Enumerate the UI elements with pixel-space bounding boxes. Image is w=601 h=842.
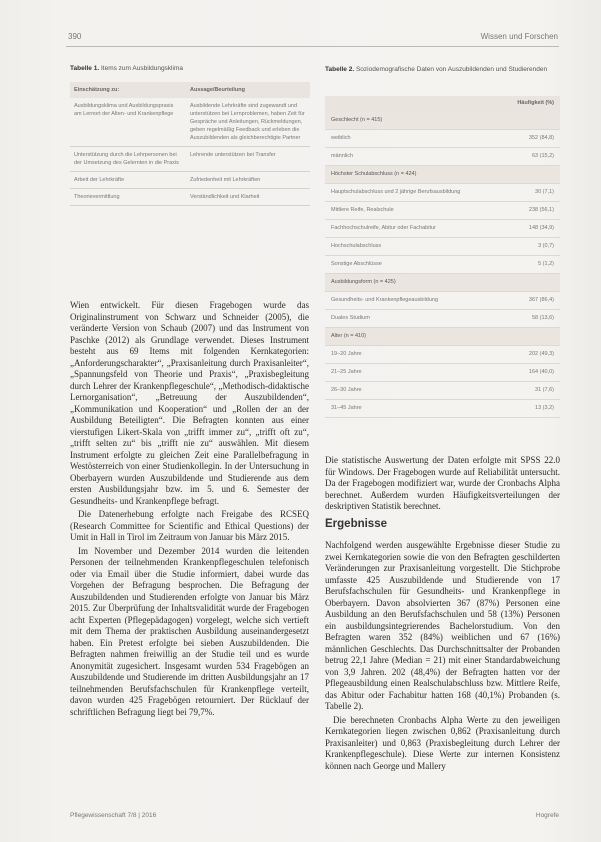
table-cell-value: 13 (3,2) [535, 405, 554, 411]
table-row [325, 256, 560, 274]
table-row [325, 382, 560, 400]
table1-caption-label: Tabelle 1. [70, 65, 100, 72]
table-cell: Unterstützung durch die Lehrpersonen bei der Umsetzung des Gelernten in die Praxis [74, 152, 179, 166]
section-heading: Ergebnisse [325, 518, 387, 530]
page-number: 390 [68, 32, 82, 41]
table-row [325, 400, 560, 418]
table-cell-value: 164 (40,0) [528, 369, 554, 375]
table-group-row [325, 112, 560, 130]
table-row [325, 346, 560, 364]
table-cell-label: 31–45 Jahre [331, 405, 362, 411]
paragraph: Die Datenerhebung erfolgte nach Freigabe des RCSEQ (Research Committee for Scientific and Ethical Questions) der Umit in Hall in Tirol im Zeitraum von Januar bis März 2015. [70, 509, 309, 542]
left-column-text [70, 300, 309, 718]
table-cell-value: 30 (7,1) [535, 189, 554, 195]
table-row [70, 189, 310, 206]
paragraph: Die berechneten Cronbachs Alpha Werte zu den jeweiligen Kernkategorien liegen zwischen 0,862 (Praxisanleitung durch Praxisanleiter) und 0,863 (Praxisbegleitung durch Lehrer der Krankenpflegeschule). Diese Werte zur internen Konsistenz können nach George und Mallery [325, 714, 560, 771]
table-cell-label: männlich [331, 153, 354, 159]
table-row [325, 238, 560, 256]
table-cell: Arbeit der Lehrkräfte [74, 177, 125, 183]
table-cell-label: Gesundheits- und Krankenpflegeausbildung [331, 297, 439, 303]
table-row [325, 310, 560, 328]
table-cell-value: 58 (13,6) [531, 315, 554, 321]
table-cell-value: 367 (86,4) [528, 297, 554, 303]
table-cell-value [504, 274, 554, 291]
table2-caption-text: Soziodemografische Daten von Auszubildenden und Studierenden [355, 66, 548, 73]
paragraph: Im November und Dezember 2014 wurden die leitenden Personen der teilnehmenden Krankenpflegeschulen telefonisch oder via Email über die Studie informiert, dabei wurde das Vorgehen der Befragung besprochen. Die Befragung der Auszubildenden und Studierenden erfolgte von Januar bis März 2015. Zur Überprüfung der Inhaltsvalidität wurde der Fragebogen acht Experten (Pflegepädagogen) vorgelegt, welche sich vertieft mit dem Thema der praktischen Ausbildung auseinandergesetzt haben. Ein Pretest erfolgte bei sieben Auszubildenden. Die Befragten nahmen freiwillig an der Studie teil und es wurde Anonymität zugesichert. Insgesamt wurden 534 Fragebögen an Auszubildende und Studierende im dritten Ausbildungsjahr an 17 teilnehmenden Berufsfachschulen für Krankenpflege verteilt, davon wurden 425 Fragebögen retourniert. Der Rücklauf der schriftlichen Befragung liegt bei 79,7%. [70, 545, 309, 717]
table-row [70, 172, 310, 189]
table-row [325, 130, 560, 148]
paragraph: Wien entwickelt. Für diesen Fragebogen wurde das Originalinstrument von Schwarz und Schneider (2005), die veränderte Version von Schaub (2007) und das Instrument von Paschke (2012) als Grundlage verwendet. Dieses Instrument besteht aus 69 Items mit folgenden Kernkategorien: „Anforderungscharakter“, „Praxisanleitung durch Praxisanleiter“, „Spannungsfeld von Theorie und Praxis“, „Praxisbegleitung durch Lehrer der Krankenpflegeschule“, „Methodisch-didaktische Lernorganisation“, „Betreuung der Auszubildenden“, „Kommunikation und Kooperation“ und „Rollen der an der Ausbildung Beteiligten“. Die Befragten konnten aus einer vierstufigen Likert-Skala von „trifft immer zu“, „trifft oft zu“, „trifft selten zu“ bis „trifft nie zu“ auswählen. Mit diesem Instrument erfolgte zu gleichen Zeit eine Parallelbefragung in Westösterreich von einer Studienkollegin. In der Untersuchung in Oberbayern wurden Auszubildende und Studierende aus dem ersten Ausbildungsjahr bzw. im 5. und 6. Semester der Gesundheits- und Krankenpflege befragt. [70, 300, 309, 506]
table1-col1-header: Einschätzung zu: [74, 87, 120, 93]
table-row [325, 202, 560, 220]
table-cell-value: 31 (7,6) [535, 387, 554, 393]
table-cell: Verständlichkeit und Klarheit [190, 194, 260, 200]
table-cell-label: 19–20 Jahre [331, 351, 362, 357]
table2-value-header: Häufigkeit (%) [325, 96, 560, 112]
table-cell-label: Mittlere Reife, Realschule [331, 207, 394, 213]
table2 [325, 96, 560, 418]
table-cell-label: weiblich [331, 135, 351, 141]
table-cell-value: 3 (0,7) [538, 243, 554, 249]
table-cell-value [504, 112, 554, 129]
table-row [325, 292, 560, 310]
table-row [70, 147, 310, 172]
footer-publisher: Hogrefe [535, 812, 559, 819]
paragraph: Nachfolgend werden ausgewählte Ergebnisse dieser Studie zu zwei Kernkategorien sowie die von den Befragten geschilderten Veränderungen zur Praxisanleitung vorgestellt. Die Stichprobe umfasste 425 Auszubildende und Studierende von 17 Berufsfachschulen für Gesundheits- und Krankenpflege in Oberbayern. Davon absolvierten 367 (87%) Personen eine Ausbildung an den Berufsfachschulen und 58 (13%) Personen ein ausbildungsintegrierendes Bachelorstudium. Von den Befragten waren 352 (84%) weiblichen und 67 (16%) männlichen Geschlechts. Das Durchschnittsalter der Probanden betrug 22,1 Jahre (Median = 21) mit einer Standardabweichung von 3,9 Jahren. 202 (48,4%) der Befragten hatten vor der Pflegeausbildung einen Realschulabschluss bzw. Mittlere Reife, das Abitur oder Fachabitur hatten 168 (40,1%) Probanden (s. Tabelle 2). [325, 540, 560, 711]
table-cell-value: 238 (56,1) [528, 207, 554, 213]
table-group-row [325, 328, 560, 346]
table-row [325, 364, 560, 382]
table1-col2-header: Aussage/Beurteilung [190, 87, 246, 93]
table-cell-value: 63 (15,2) [531, 153, 554, 159]
table-cell-label: Duales Studium [331, 315, 370, 321]
table-group-row [325, 274, 560, 292]
table-cell-label: Fachhochschulreife, Abitur oder Fachabitur [331, 225, 436, 231]
table-cell-value [504, 166, 554, 183]
table-cell: Lehrende unterstützen bei Transfer [190, 152, 276, 158]
table-cell-value [504, 328, 554, 345]
table-row [325, 148, 560, 166]
right-column-text-bottom [325, 540, 560, 772]
running-header: Wissen und Forschen [480, 32, 558, 41]
paragraph: Die statistische Auswertung der Daten erfolgte mit SPSS 22.0 für Windows. Der Fragebogen wurde auf Reliabilität untersucht. Da der Fragebogen modifiziert war, wurde der Cronbachs Alpha berechnet. Außerdem wurden Häufigkeitsverteilungen der deskriptiven Statistik berechnet. [325, 455, 560, 511]
table-row [325, 184, 560, 202]
table-cell-label: Geschlecht (n = 415) [331, 117, 383, 123]
table-cell: Ausbildende Lehrkräfte sind zugewandt und unterstützen bei Lernproblemen, haben Zeit für Gespräche und Anleitungen, Rückmeldungen, geben regelmäßig Feedback und erleben die Auszubildenden als gleichberechtigte Partner [190, 103, 305, 141]
table-group-row [325, 166, 560, 184]
table-cell-label: Sonstige Abschlüsse [331, 261, 382, 267]
table-cell-value: 352 (84,8) [528, 135, 554, 141]
table-cell-label: Hauptschulabschluss und 2 jährige Berufsausbildung [331, 189, 461, 195]
table1-header-row [70, 82, 310, 98]
table1 [70, 82, 310, 206]
table-cell-label: Hochschulabschluss [331, 243, 382, 249]
table-row [70, 98, 310, 147]
table-cell-value: 5 (1,2) [538, 261, 554, 267]
table1-caption-text: Items zum Ausbildungsklima [100, 65, 183, 72]
table-row [325, 220, 560, 238]
table-cell-label: Ausbildungsform (n = 425) [331, 279, 396, 285]
footer-journal: Pflegewissenschaft 7/8 | 2016 [70, 812, 157, 819]
table-cell: Ausbildungsklima und Ausbildungspraxis am Lernort der Alten- und Krankenpflege [74, 103, 174, 117]
table-cell: Theorievermittlung [74, 194, 120, 200]
table-cell-label: 21–25 Jahre [331, 369, 362, 375]
table-cell-value: 202 (49,3) [528, 351, 554, 357]
header-rule [66, 46, 559, 47]
table1-caption [70, 65, 310, 72]
table-cell: Zufriedenheit mit Lehrkräften [190, 177, 261, 183]
table-cell-label: Höchster Schulabschluss (n = 424) [331, 171, 417, 177]
table-cell-value: 148 (34,9) [528, 225, 554, 231]
table-cell-label: Alter (n = 410) [331, 333, 367, 339]
table-cell-label: 26–30 Jahre [331, 387, 362, 393]
table2-caption [325, 65, 560, 74]
right-column-text-top [325, 455, 560, 513]
table2-caption-label: Tabelle 2. [325, 66, 355, 73]
